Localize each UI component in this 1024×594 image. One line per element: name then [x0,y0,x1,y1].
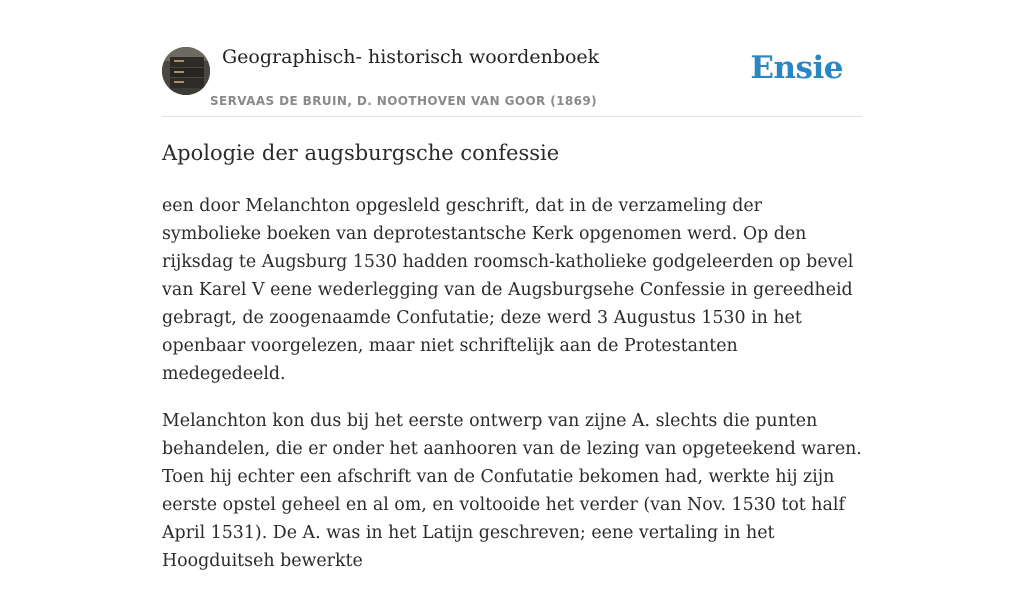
entry-paragraph: Melanchton kon dus bij het eerste ontwerp van zijne A. slechts die punten behandelen, die er onder het aanhooren van de lezing van opgeteekend waren. Toen hij echter een afschrift van de Confutatie bekomen had, werkte hij zijn eerste opstel geheel en al om, en voltooide het verder (van Nov. 1530 tot half April 1531). De A. was in het Latijn geschreven; eene vertaling in het Hoogduitseh bewerkte [162,411,862,571]
ensie-logo[interactable]: Ensie [750,50,843,86]
book-title[interactable]: Geographisch- historisch woordenboek [222,46,600,68]
book-byline: SERVAAS DE BRUIN, D. NOOTHOVEN VAN GOOR (1869) [210,94,598,108]
header [162,0,862,117]
entry-paragraph: een door Melanchton opgesleld geschrift, dat in de verzameling der symbolieke boeken van deprotestantsche Kerk opgenomen werd. Op den rijksdag te Augsburg 1530 hadden roomsch-katholieke godgeleerden op bevel van Karel V eene wederlegging van de Augsburgsehe Confessie in gereedheid gebragt, de zoogenaamde Confutatie; deze werd 3 Augustus 1530 in het openbaar voorgelezen, maar niet schriftelijk aan de Protestanten medegedeeld. [162,196,854,384]
entry-body [162,192,862,594]
page [162,0,862,571]
entry-title: Apologie der augsburgsche confessie [162,141,560,165]
book-cover-icon[interactable] [162,47,210,95]
